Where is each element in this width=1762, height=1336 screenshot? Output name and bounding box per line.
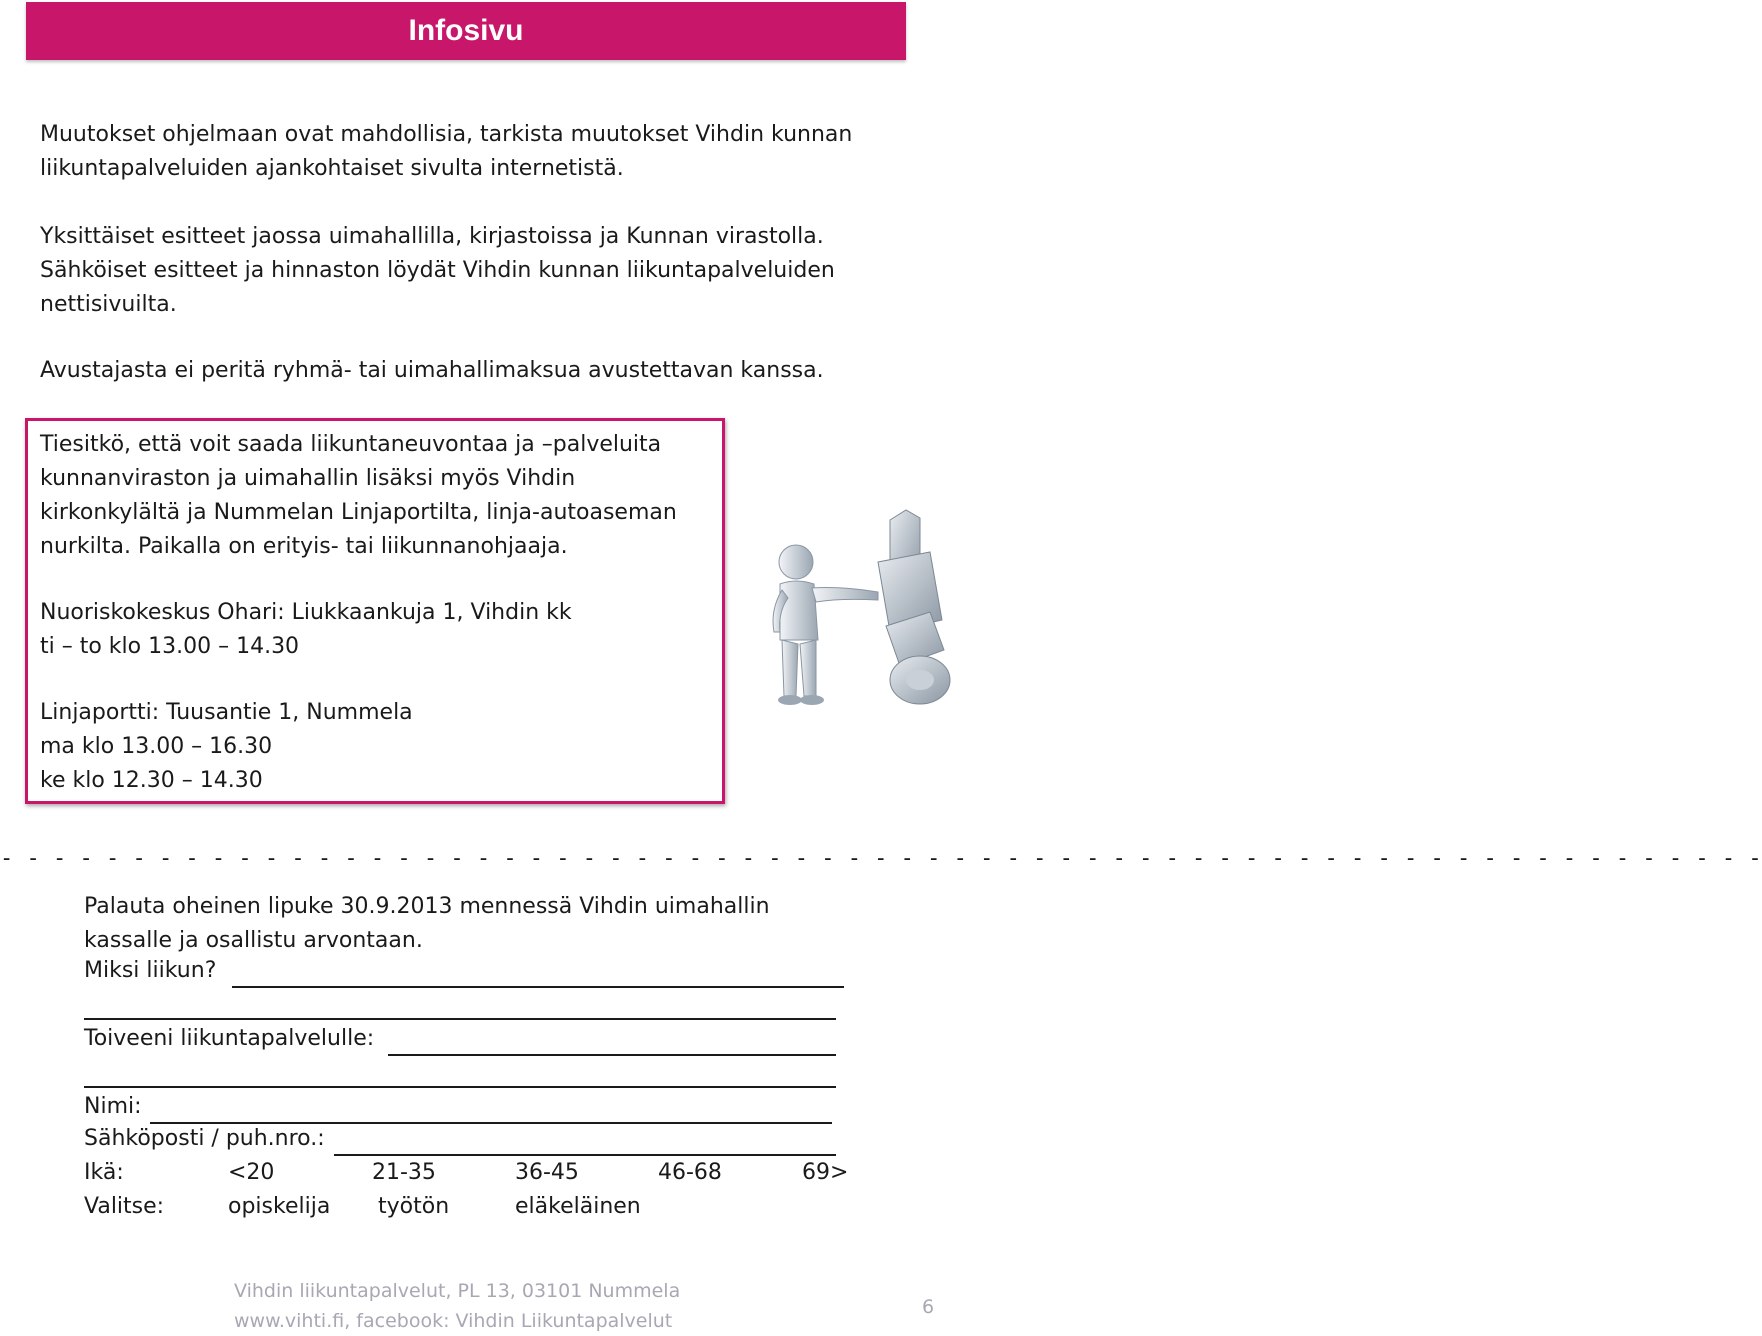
answer-line-toiveeni-2[interactable] bbox=[84, 1086, 836, 1088]
text-line: Sähköiset esitteet ja hinnaston löydät Vihdin kunnan liikuntapalveluiden bbox=[40, 258, 835, 283]
info-letters-icon bbox=[878, 510, 950, 704]
intro-paragraph-brochures bbox=[40, 220, 835, 322]
age-option-46-68[interactable]: 46-68 bbox=[658, 1160, 722, 1185]
footer-address: Vihdin liikuntapalvelut, PL 13, 03101 Nummela bbox=[234, 1280, 681, 1302]
page-title: Infosivu bbox=[408, 14, 524, 47]
answer-line-miksi-liikun-2[interactable] bbox=[84, 1018, 836, 1020]
answer-line-toiveeni[interactable] bbox=[388, 1054, 836, 1056]
text-line: liikuntapalveluiden ajankohtaiset sivulta internetistä. bbox=[40, 156, 624, 181]
text-line: Muutokset ohjelmaan ovat mahdollisia, tarkista muutokset Vihdin kunnan bbox=[40, 122, 853, 147]
text-line: ti – to klo 13.00 – 14.30 bbox=[40, 634, 300, 659]
text-line: ma klo 13.00 – 16.30 bbox=[40, 734, 273, 759]
info-figure-illustration bbox=[760, 500, 960, 715]
age-option-36-45[interactable]: 36-45 bbox=[515, 1160, 579, 1185]
text-line: Tiesitkö, että voit saada liikuntaneuvontaa ja –palveluita bbox=[40, 432, 662, 457]
age-option-under-20[interactable]: <20 bbox=[228, 1160, 275, 1185]
text-line: nettisivuilta. bbox=[40, 292, 177, 317]
info-box-linjaportti bbox=[40, 696, 413, 798]
age-label: Ikä: bbox=[84, 1160, 124, 1185]
text-line: Nuoriskokeskus Ohari: Liukkaankuja 1, Vihdin kk bbox=[40, 600, 572, 625]
text-line: kunnanviraston ja uimahallin lisäksi myös Vihdin bbox=[40, 466, 576, 491]
text-line: Avustajasta ei peritä ryhmä- tai uimahallimaksua avustettavan kanssa. bbox=[40, 358, 824, 383]
text-line: Linjaportti: Tuusantie 1, Nummela bbox=[40, 700, 413, 725]
text-line: Yksittäiset esitteet jaossa uimahallilla, kirjastoissa ja Kunnan virastolla. bbox=[40, 224, 824, 249]
form-instructions bbox=[84, 890, 770, 958]
answer-line-miksi-liikun[interactable] bbox=[232, 986, 844, 988]
page-title-banner bbox=[26, 2, 906, 60]
answer-line-sahkoposti[interactable] bbox=[334, 1154, 836, 1156]
text-line: kassalle ja osallistu arvontaan. bbox=[84, 928, 423, 953]
answer-line-nimi[interactable] bbox=[150, 1122, 832, 1124]
text-line: nurkilta. Paikalla on erityis- tai liikunnanohjaaja. bbox=[40, 534, 568, 559]
info-box-intro bbox=[40, 428, 677, 564]
status-option-elakelainen[interactable]: eläkeläinen bbox=[515, 1194, 641, 1219]
cut-line: - - - - - - - - - - - - - - - - - - - - - - - - - - - - - - - - - - - - - - - - - - - - - - - - - - - - - - - - - - - - - - - - - - - bbox=[0, 846, 1762, 871]
question-miksi-liikun: Miksi liikun? bbox=[84, 958, 217, 983]
text-line: kirkonkylältä ja Nummelan Linjaportilta, linja-autoaseman bbox=[40, 500, 677, 525]
footer-web: www.vihti.fi, facebook: Vihdin Liikuntapalvelut bbox=[234, 1310, 673, 1332]
age-option-21-35[interactable]: 21-35 bbox=[372, 1160, 436, 1185]
age-option-over-69[interactable]: 69> bbox=[802, 1160, 849, 1185]
intro-paragraph-changes bbox=[40, 118, 852, 186]
intro-paragraph-assistant bbox=[40, 354, 824, 388]
question-toiveeni: Toiveeni liikuntapalvelulle: bbox=[84, 1026, 375, 1051]
question-sahkoposti: Sähköposti / puh.nro.: bbox=[84, 1126, 325, 1151]
info-box-ohari bbox=[40, 596, 572, 664]
text-line: Palauta oheinen lipuke 30.9.2013 mennessä Vihdin uimahallin bbox=[84, 894, 770, 919]
question-nimi: Nimi: bbox=[84, 1094, 142, 1119]
person-figure-icon bbox=[773, 545, 878, 705]
status-option-tyoton[interactable]: työtön bbox=[378, 1194, 450, 1219]
page-number: 6 bbox=[922, 1296, 935, 1318]
status-label: Valitse: bbox=[84, 1194, 165, 1219]
text-line: ke klo 12.30 – 14.30 bbox=[40, 768, 263, 793]
status-option-opiskelija[interactable]: opiskelija bbox=[228, 1194, 331, 1219]
